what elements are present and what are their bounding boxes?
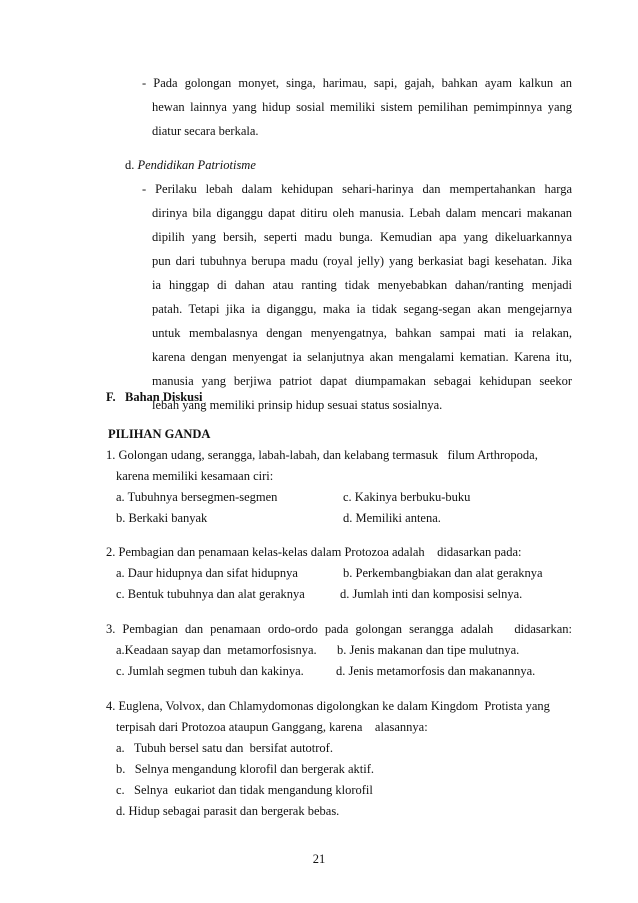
question-3-option-a: a.Keadaan sayap dan metamorfosisnya.: [116, 643, 317, 657]
section-f-heading: F. Bahan Diskusi: [106, 390, 203, 404]
question-3-option-c: c. Jumlah segmen tubuh dan kakinya.: [116, 664, 304, 678]
question-1-option-a: a. Tubuhnya bersegmen-segmen: [116, 490, 278, 504]
paragraph-line: patah. Tetapi jika ia diganggu, maka ia tidak segang-segan akan mengejarnya: [152, 302, 572, 316]
paragraph-line: ia hinggap di dahan atau ranting tidak menyebabkan dahan/ranting menjadi: [152, 278, 572, 292]
question-2-option-c: c. Bentuk tubuhnya dan alat geraknya: [116, 587, 305, 601]
paragraph-line: diatur secara berkala.: [152, 124, 259, 138]
paragraph-line: dipilih yang bersih, seperti madu bunga. Kemudian apa yang dikeluarkannya: [152, 230, 572, 244]
question-4-option-c: c. Selnya eukariot dan tidak mengandung klorofil: [116, 783, 373, 797]
question-2-line: 2. Pembagian dan penamaan kelas-kelas dalam Protozoa adalah didasarkan pada:: [106, 545, 522, 559]
paragraph-line: lebah yang memiliki prinsip hidup sesuai status sosialnya.: [152, 398, 443, 412]
paragraph-line: pun dari tubuhnya berupa madu (royal jelly) yang berkasiat bagi kesehatan. Jika: [152, 254, 572, 268]
page-number: 21: [312, 852, 326, 866]
paragraph-line: hewan lainnya yang hidup sosial memiliki sistem pemilihan pemimpinnya yang: [152, 100, 572, 114]
question-3-line: 3. Pembagian dan penamaan ordo-ordo pada golongan serangga adalah didasarkan:: [106, 622, 572, 636]
paragraph-line: karena dengan menyengat ia selanjutnya akan mengalami kematian. Karena itu,: [152, 350, 572, 364]
pilihan-ganda-heading: PILIHAN GANDA: [108, 427, 211, 441]
question-3-option-b: b. Jenis makanan dan tipe mulutnya.: [337, 643, 520, 657]
section-title: Pendidikan Patriotisme: [137, 158, 256, 172]
question-4-option-b: b. Selnya mengandung klorofil dan bergerak aktif.: [116, 762, 375, 776]
question-1-line: 1. Golongan udang, serangga, labah-labah, dan kelabang termasuk filum Arthropoda,: [106, 448, 538, 462]
section-heading: [125, 156, 256, 174]
question-2-option-b: b. Perkembangbiakan dan alat geraknya: [343, 566, 543, 580]
question-1-option-b: b. Berkaki banyak: [116, 511, 208, 525]
question-2-option-d: d. Jumlah inti dan komposisi selnya.: [340, 587, 523, 601]
paragraph-line: - Perilaku lebah dalam kehidupan sehari-harinya dan mempertahankan harga: [142, 182, 572, 196]
paragraph-line: untuk membalasnya dengan menyengatnya, bahkan sampai mati ia relakan,: [152, 326, 572, 340]
paragraph-line: manusia yang berjiwa patriot dapat diumpamakan sebagai kehidupan seekor: [152, 374, 572, 388]
question-1-option-d: d. Memiliki antena.: [343, 511, 441, 525]
question-2-option-a: a. Daur hidupnya dan sifat hidupnya: [116, 566, 298, 580]
question-4-option-a: a. Tubuh bersel satu dan bersifat autotrof.: [116, 741, 333, 755]
question-1-line: karena memiliki kesamaan ciri:: [116, 469, 274, 483]
question-1-option-c: c. Kakinya berbuku-buku: [343, 490, 471, 504]
section-letter: d.: [125, 158, 135, 172]
question-4-line: terpisah dari Protozoa ataupun Ganggang, karena alasannya:: [116, 720, 428, 734]
question-4-option-d: d. Hidup sebagai parasit dan bergerak bebas.: [116, 804, 340, 818]
question-4-line: 4. Euglena, Volvox, dan Chlamydomonas digolongkan ke dalam Kingdom Protista yang: [106, 699, 550, 713]
paragraph-line: - Pada golongan monyet, singa, harimau, sapi, gajah, bahkan ayam kalkun an: [142, 76, 572, 90]
paragraph-line: dirinya bila diganggu dapat ditiru oleh manusia. Lebah dalam mencari makanan: [152, 206, 572, 220]
question-3-option-d: d. Jenis metamorfosis dan makanannya.: [336, 664, 536, 678]
